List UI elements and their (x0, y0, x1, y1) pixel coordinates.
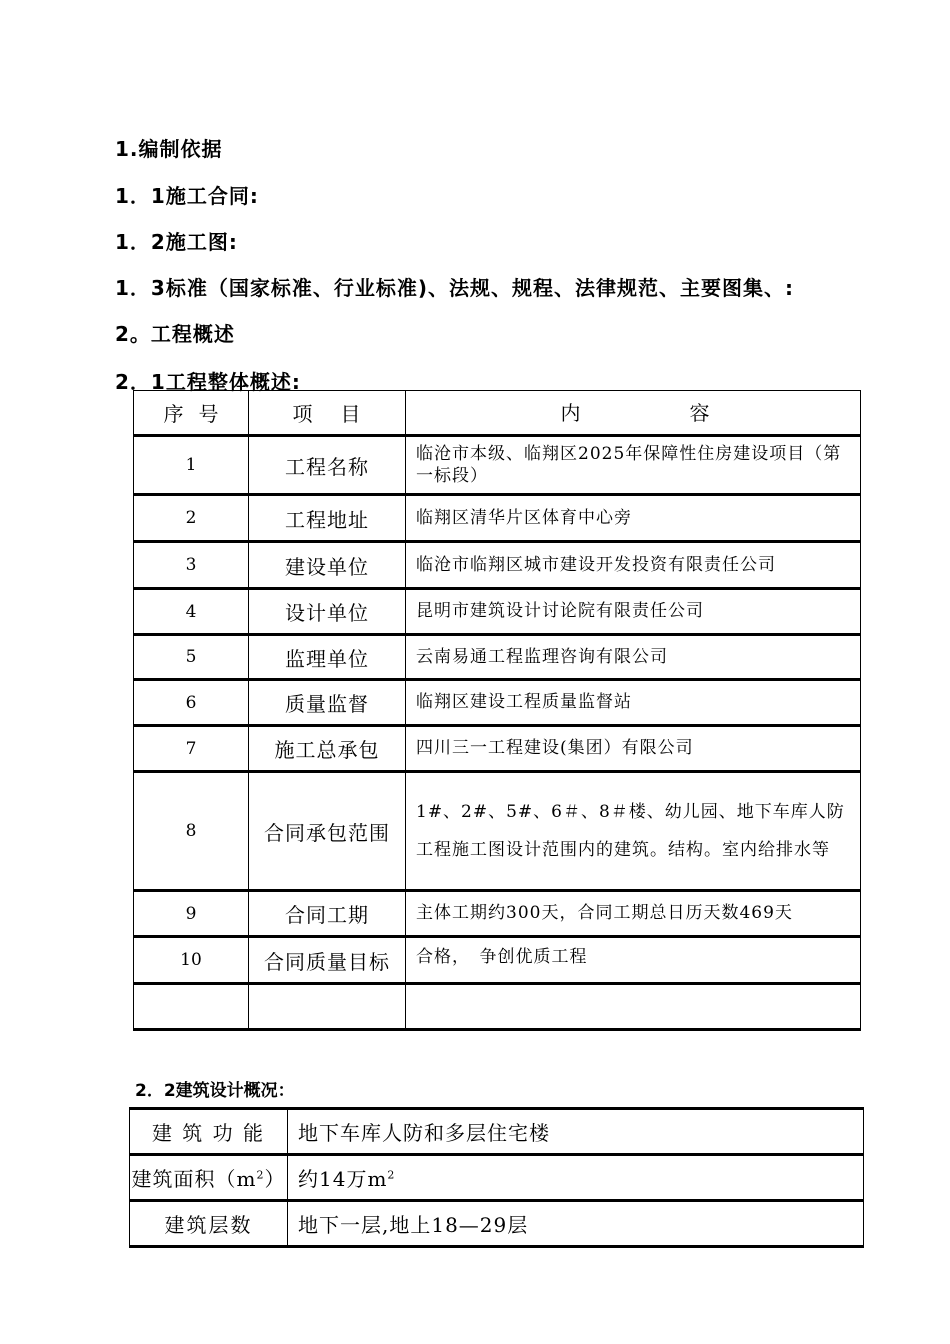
row-content: 临翔区清华片区体育中心旁 (406, 496, 861, 543)
heading-overview: 2。工程概述 (115, 322, 235, 346)
row-number: 1 (134, 437, 249, 496)
row-item: 合同质量目标 (249, 938, 406, 985)
row-number: 8 (134, 773, 249, 892)
design-row (130, 1110, 864, 1156)
design-value: 地下车库人防和多层住宅楼 (288, 1110, 864, 1156)
row-content: 临沧市临翔区城市建设开发投资有限责任公司 (406, 543, 861, 590)
row-number (134, 985, 249, 1031)
table-row (134, 590, 861, 636)
table-row-empty (134, 985, 861, 1031)
table-header-row (134, 391, 861, 437)
row-number: 4 (134, 590, 249, 636)
table-row (134, 892, 861, 938)
design-key: 建筑面积$(m^2)$ (130, 1156, 288, 1202)
row-item: 工程名称 (249, 437, 406, 496)
heading-architecture-design: 2．2建筑设计概况： (135, 1081, 295, 1101)
row-number: 6 (134, 681, 249, 727)
design-key: 建筑层数 (130, 1202, 288, 1248)
header-content: 内 容 (406, 391, 861, 437)
row-content: 主体工期约300天，合同工期总日历天数469天 (406, 892, 861, 938)
row-content (406, 985, 861, 1031)
heading-standards: 1．3标准（国家标准、行业标准)、法规、规程、法律规范、主要图集、: (115, 276, 794, 300)
design-value: 约14万$m^2$ (288, 1156, 864, 1202)
heading-project-overview: 2．1工程整体概述: (115, 370, 301, 394)
table-row (134, 727, 861, 773)
row-item: 监理单位 (249, 636, 406, 681)
row-content: 昆明市建筑设计讨论院有限责任公司 (406, 590, 861, 636)
row-number: 10 (134, 938, 249, 985)
row-item (249, 985, 406, 1031)
heading-contract: 1．1施工合同: (115, 184, 259, 208)
table-row (134, 681, 861, 727)
row-item: 建设单位 (249, 543, 406, 590)
row-content: 临翔区建设工程质量监督站 (406, 681, 861, 727)
row-number: 7 (134, 727, 249, 773)
heading-basis: 1.编制依据 (115, 137, 223, 161)
row-content: 四川三一工程建设(集团）有限公司 (406, 727, 861, 773)
row-content: 云南易通工程监理咨询有限公司 (406, 636, 861, 681)
row-number: 2 (134, 496, 249, 543)
architecture-design-table (129, 1107, 864, 1248)
row-number: 5 (134, 636, 249, 681)
row-item: 质量监督 (249, 681, 406, 727)
row-item: 工程地址 (249, 496, 406, 543)
row-item: 施工总承包 (249, 727, 406, 773)
design-value: 地下一层,地上18—29层 (288, 1202, 864, 1248)
table-row (134, 437, 861, 496)
project-overview-table (133, 390, 861, 1031)
design-row (130, 1156, 864, 1202)
table-row (134, 636, 861, 681)
row-number: 3 (134, 543, 249, 590)
design-row (130, 1202, 864, 1248)
table-row (134, 496, 861, 543)
header-number: 序 号 (134, 391, 249, 437)
table-row (134, 773, 861, 892)
row-content: 临沧市本级、临翔区2025年保障性住房建设项目（第一标段） (406, 437, 861, 496)
design-key: 建 筑 功 能 (130, 1110, 288, 1156)
row-content: 1#、2#、5#、6＃、8＃楼、幼儿园、地下车库人防工程施工图设计范围内的建筑。结构。室内给排水等 (406, 773, 861, 892)
table-row (134, 938, 861, 985)
row-item: 合同承包范围 (249, 773, 406, 892)
row-content: 合格， 争创优质工程 (406, 938, 861, 985)
row-number: 9 (134, 892, 249, 938)
header-item: 项 目 (249, 391, 406, 437)
heading-drawings: 1．2施工图: (115, 230, 238, 254)
row-item: 合同工期 (249, 892, 406, 938)
table-row (134, 543, 861, 590)
row-item: 设计单位 (249, 590, 406, 636)
